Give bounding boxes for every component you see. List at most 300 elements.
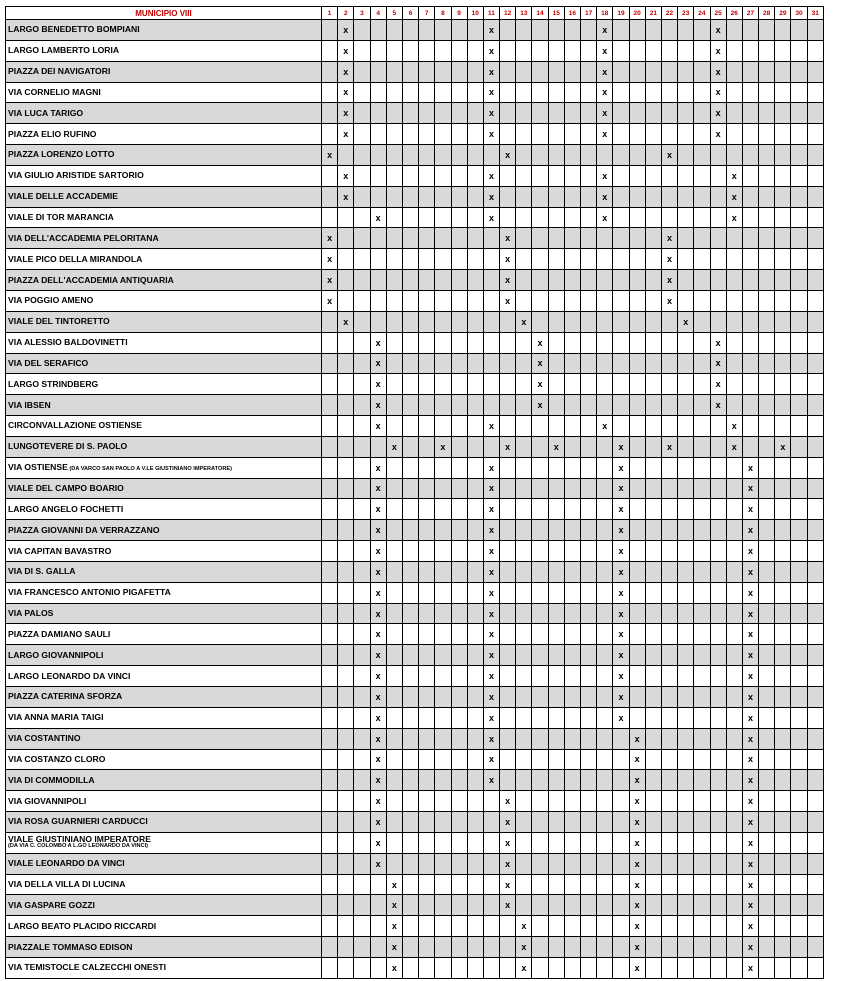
day-cell bbox=[742, 332, 758, 353]
day-cell bbox=[419, 937, 435, 958]
day-cell bbox=[322, 520, 338, 541]
day-cell bbox=[661, 707, 677, 728]
day-cell bbox=[435, 895, 451, 916]
day-cell bbox=[516, 374, 532, 395]
day-cell bbox=[322, 353, 338, 374]
day-cell: x bbox=[322, 145, 338, 166]
day-header: 1 bbox=[322, 7, 338, 20]
day-cell bbox=[742, 103, 758, 124]
day-cell bbox=[710, 499, 726, 520]
street-name-label: VIA POGGIO AMENO bbox=[8, 295, 94, 306]
day-cell: x bbox=[613, 687, 629, 708]
day-cell bbox=[402, 186, 418, 207]
day-cell bbox=[710, 290, 726, 311]
street-name bbox=[6, 228, 322, 249]
day-cell: x bbox=[532, 332, 548, 353]
day-cell bbox=[791, 937, 807, 958]
day-cell bbox=[419, 61, 435, 82]
day-cell bbox=[322, 957, 338, 978]
day-cell: x bbox=[338, 186, 354, 207]
day-cell bbox=[532, 103, 548, 124]
day-cell bbox=[597, 916, 613, 937]
day-cell bbox=[500, 20, 516, 41]
day-cell: x bbox=[370, 687, 386, 708]
street-name-label: LARGO BENEDETTO BOMPIANI bbox=[8, 24, 140, 35]
day-cell: x bbox=[483, 478, 499, 499]
day-cell: x bbox=[370, 416, 386, 437]
street-row bbox=[6, 207, 824, 228]
day-cell bbox=[564, 207, 580, 228]
day-cell bbox=[338, 916, 354, 937]
day-cell bbox=[775, 832, 791, 853]
street-name-label: LARGO LEONARDO DA VINCI bbox=[8, 670, 131, 681]
day-cell bbox=[775, 916, 791, 937]
day-cell bbox=[435, 520, 451, 541]
day-cell bbox=[548, 103, 564, 124]
day-cell: x bbox=[629, 770, 645, 791]
day-cell bbox=[791, 436, 807, 457]
day-cell bbox=[613, 207, 629, 228]
day-cell bbox=[354, 853, 370, 874]
street-name-label: VIA COSTANZO CLORO bbox=[8, 753, 106, 764]
day-cell bbox=[661, 61, 677, 82]
day-cell bbox=[451, 957, 467, 978]
day-cell bbox=[532, 228, 548, 249]
day-cell bbox=[370, 124, 386, 145]
day-cell bbox=[742, 270, 758, 291]
day-header: 15 bbox=[548, 7, 564, 20]
day-cell bbox=[338, 561, 354, 582]
day-cell bbox=[516, 874, 532, 895]
day-cell bbox=[386, 853, 402, 874]
day-cell bbox=[467, 311, 483, 332]
day-cell bbox=[629, 82, 645, 103]
day-cell bbox=[613, 895, 629, 916]
day-cell bbox=[791, 561, 807, 582]
day-cell bbox=[532, 520, 548, 541]
day-cell bbox=[354, 165, 370, 186]
day-cell bbox=[791, 728, 807, 749]
day-cell: x bbox=[613, 541, 629, 562]
day-cell bbox=[322, 812, 338, 833]
day-cell bbox=[726, 20, 742, 41]
day-cell bbox=[629, 666, 645, 687]
day-cell bbox=[661, 40, 677, 61]
day-cell bbox=[791, 145, 807, 166]
street-name bbox=[6, 395, 322, 416]
day-cell bbox=[548, 895, 564, 916]
day-cell bbox=[807, 103, 823, 124]
day-cell bbox=[775, 61, 791, 82]
day-cell: x bbox=[597, 82, 613, 103]
day-cell bbox=[775, 290, 791, 311]
day-cell bbox=[581, 895, 597, 916]
day-cell bbox=[742, 40, 758, 61]
day-cell bbox=[532, 61, 548, 82]
street-name bbox=[6, 624, 322, 645]
street-name bbox=[6, 728, 322, 749]
day-cell: x bbox=[710, 40, 726, 61]
day-cell bbox=[678, 541, 694, 562]
day-cell bbox=[678, 624, 694, 645]
day-cell bbox=[483, 812, 499, 833]
day-cell bbox=[548, 374, 564, 395]
day-cell bbox=[791, 374, 807, 395]
day-cell bbox=[483, 957, 499, 978]
day-cell bbox=[435, 145, 451, 166]
day-cell bbox=[483, 853, 499, 874]
day-cell bbox=[500, 186, 516, 207]
street-name-label: VIA FRANCESCO ANTONIO PIGAFETTA bbox=[8, 587, 171, 598]
day-cell bbox=[338, 666, 354, 687]
street-name bbox=[6, 645, 322, 666]
day-cell: x bbox=[710, 353, 726, 374]
day-cell bbox=[467, 124, 483, 145]
day-cell bbox=[419, 332, 435, 353]
day-cell bbox=[742, 186, 758, 207]
day-cell bbox=[435, 374, 451, 395]
day-cell bbox=[678, 436, 694, 457]
day-cell bbox=[807, 895, 823, 916]
day-cell: x bbox=[483, 165, 499, 186]
day-cell bbox=[661, 478, 677, 499]
day-cell bbox=[532, 832, 548, 853]
day-cell bbox=[370, 103, 386, 124]
day-cell: x bbox=[742, 541, 758, 562]
day-cell bbox=[354, 249, 370, 270]
day-cell bbox=[759, 353, 775, 374]
day-cell bbox=[370, 937, 386, 958]
day-cell bbox=[354, 311, 370, 332]
day-cell bbox=[775, 874, 791, 895]
street-row bbox=[6, 874, 824, 895]
day-cell bbox=[742, 61, 758, 82]
day-cell bbox=[483, 145, 499, 166]
day-cell bbox=[726, 770, 742, 791]
day-cell bbox=[483, 916, 499, 937]
day-cell bbox=[500, 395, 516, 416]
day-cell bbox=[759, 728, 775, 749]
day-cell bbox=[694, 895, 710, 916]
day-cell bbox=[661, 520, 677, 541]
day-cell bbox=[435, 165, 451, 186]
day-cell: x bbox=[742, 499, 758, 520]
day-cell: x bbox=[742, 457, 758, 478]
day-cell bbox=[532, 624, 548, 645]
day-cell bbox=[678, 582, 694, 603]
day-cell bbox=[759, 457, 775, 478]
day-cell bbox=[451, 374, 467, 395]
day-cell: x bbox=[661, 270, 677, 291]
day-header: 8 bbox=[435, 7, 451, 20]
day-cell bbox=[678, 332, 694, 353]
day-cell: x bbox=[370, 728, 386, 749]
day-cell bbox=[597, 374, 613, 395]
day-cell bbox=[645, 687, 661, 708]
day-cell bbox=[386, 165, 402, 186]
day-cell: x bbox=[532, 395, 548, 416]
day-cell bbox=[402, 249, 418, 270]
day-cell bbox=[759, 687, 775, 708]
day-cell bbox=[678, 770, 694, 791]
day-cell bbox=[419, 207, 435, 228]
day-cell bbox=[500, 311, 516, 332]
day-cell bbox=[645, 270, 661, 291]
day-cell bbox=[548, 186, 564, 207]
day-cell bbox=[613, 374, 629, 395]
day-cell: x bbox=[726, 165, 742, 186]
day-cell bbox=[807, 478, 823, 499]
day-cell bbox=[791, 478, 807, 499]
day-header: 29 bbox=[775, 7, 791, 20]
day-cell bbox=[402, 770, 418, 791]
day-cell bbox=[370, 957, 386, 978]
day-cell bbox=[451, 645, 467, 666]
day-cell bbox=[419, 145, 435, 166]
day-header: 22 bbox=[661, 7, 677, 20]
day-cell bbox=[694, 124, 710, 145]
street-name bbox=[6, 290, 322, 311]
day-cell bbox=[467, 812, 483, 833]
day-cell bbox=[661, 832, 677, 853]
day-cell bbox=[807, 332, 823, 353]
day-cell bbox=[467, 937, 483, 958]
day-cell bbox=[710, 561, 726, 582]
street-name-label: PIAZZA DAMIANO SAULI bbox=[8, 628, 111, 639]
day-cell bbox=[678, 561, 694, 582]
day-cell bbox=[726, 874, 742, 895]
day-cell bbox=[516, 82, 532, 103]
day-cell bbox=[370, 249, 386, 270]
street-name bbox=[6, 103, 322, 124]
day-cell bbox=[419, 103, 435, 124]
day-cell bbox=[500, 353, 516, 374]
day-cell bbox=[500, 416, 516, 437]
day-cell bbox=[435, 416, 451, 437]
day-cell bbox=[402, 207, 418, 228]
day-cell: x bbox=[613, 561, 629, 582]
day-cell bbox=[629, 332, 645, 353]
day-cell: x bbox=[629, 853, 645, 874]
day-cell bbox=[500, 332, 516, 353]
day-cell bbox=[516, 228, 532, 249]
day-cell bbox=[354, 457, 370, 478]
day-cell bbox=[791, 520, 807, 541]
day-cell: x bbox=[370, 707, 386, 728]
day-cell bbox=[354, 103, 370, 124]
day-cell bbox=[581, 853, 597, 874]
day-cell bbox=[613, 957, 629, 978]
day-cell bbox=[322, 749, 338, 770]
day-cell bbox=[532, 290, 548, 311]
day-cell bbox=[694, 270, 710, 291]
day-cell bbox=[451, 666, 467, 687]
day-cell bbox=[791, 186, 807, 207]
day-cell bbox=[807, 687, 823, 708]
day-cell: x bbox=[597, 207, 613, 228]
day-cell bbox=[500, 582, 516, 603]
day-cell: x bbox=[370, 666, 386, 687]
day-cell bbox=[613, 416, 629, 437]
day-cell bbox=[435, 20, 451, 41]
street-row bbox=[6, 728, 824, 749]
day-cell bbox=[354, 582, 370, 603]
day-cell bbox=[710, 666, 726, 687]
day-cell bbox=[581, 707, 597, 728]
day-cell bbox=[516, 457, 532, 478]
day-cell bbox=[791, 395, 807, 416]
day-cell bbox=[710, 541, 726, 562]
day-cell bbox=[694, 582, 710, 603]
day-cell bbox=[451, 353, 467, 374]
street-list bbox=[6, 20, 824, 979]
day-cell: x bbox=[386, 874, 402, 895]
day-cell bbox=[726, 541, 742, 562]
day-cell bbox=[678, 791, 694, 812]
street-name bbox=[6, 416, 322, 437]
day-cell bbox=[500, 749, 516, 770]
street-name-label: PIAZZA ELIO RUFINO bbox=[8, 128, 97, 139]
day-cell bbox=[694, 624, 710, 645]
day-cell bbox=[467, 270, 483, 291]
day-cell bbox=[694, 353, 710, 374]
day-cell bbox=[532, 645, 548, 666]
day-cell bbox=[386, 228, 402, 249]
day-cell bbox=[338, 957, 354, 978]
day-cell bbox=[564, 687, 580, 708]
day-cell: x bbox=[338, 20, 354, 41]
day-cell: x bbox=[370, 353, 386, 374]
day-cell bbox=[402, 124, 418, 145]
day-cell bbox=[775, 707, 791, 728]
day-cell bbox=[629, 249, 645, 270]
street-row bbox=[6, 707, 824, 728]
street-row bbox=[6, 186, 824, 207]
day-cell bbox=[435, 603, 451, 624]
day-cell bbox=[451, 832, 467, 853]
day-cell bbox=[564, 40, 580, 61]
day-cell bbox=[354, 416, 370, 437]
day-cell bbox=[710, 895, 726, 916]
day-cell bbox=[775, 791, 791, 812]
municipio-title: MUNICIPIO VIII bbox=[6, 7, 322, 20]
day-cell bbox=[467, 61, 483, 82]
day-cell bbox=[532, 582, 548, 603]
day-header: 25 bbox=[710, 7, 726, 20]
day-cell bbox=[548, 666, 564, 687]
day-cell bbox=[710, 249, 726, 270]
day-cell bbox=[807, 666, 823, 687]
day-cell bbox=[338, 812, 354, 833]
day-cell bbox=[564, 541, 580, 562]
day-cell bbox=[791, 249, 807, 270]
day-cell bbox=[581, 603, 597, 624]
day-cell bbox=[354, 749, 370, 770]
day-cell bbox=[322, 645, 338, 666]
day-cell bbox=[370, 895, 386, 916]
day-cell bbox=[661, 916, 677, 937]
day-cell bbox=[807, 853, 823, 874]
day-cell bbox=[694, 770, 710, 791]
day-cell bbox=[322, 603, 338, 624]
street-row bbox=[6, 374, 824, 395]
day-cell: x bbox=[500, 832, 516, 853]
day-cell bbox=[402, 20, 418, 41]
day-cell bbox=[726, 666, 742, 687]
day-cell: x bbox=[710, 332, 726, 353]
day-cell: x bbox=[516, 311, 532, 332]
day-cell: x bbox=[500, 791, 516, 812]
day-cell bbox=[402, 645, 418, 666]
day-cell bbox=[613, 770, 629, 791]
day-cell bbox=[759, 937, 775, 958]
day-cell bbox=[726, 499, 742, 520]
day-cell bbox=[386, 561, 402, 582]
day-cell: x bbox=[742, 832, 758, 853]
day-cell bbox=[581, 645, 597, 666]
day-cell bbox=[322, 541, 338, 562]
day-cell bbox=[467, 395, 483, 416]
day-cell bbox=[419, 395, 435, 416]
day-cell bbox=[645, 249, 661, 270]
day-cell bbox=[807, 561, 823, 582]
day-cell bbox=[516, 728, 532, 749]
day-cell bbox=[807, 416, 823, 437]
street-name bbox=[6, 20, 322, 41]
day-cell: x bbox=[629, 916, 645, 937]
day-cell bbox=[661, 541, 677, 562]
day-cell: x bbox=[661, 249, 677, 270]
street-name bbox=[6, 832, 322, 853]
day-cell bbox=[710, 145, 726, 166]
street-name bbox=[6, 478, 322, 499]
day-cell bbox=[564, 374, 580, 395]
day-cell bbox=[322, 207, 338, 228]
day-cell bbox=[354, 124, 370, 145]
day-cell: x bbox=[483, 624, 499, 645]
day-cell bbox=[451, 770, 467, 791]
day-cell bbox=[532, 165, 548, 186]
day-cell bbox=[597, 624, 613, 645]
day-cell bbox=[402, 374, 418, 395]
day-header: 28 bbox=[759, 7, 775, 20]
day-cell bbox=[516, 707, 532, 728]
day-cell bbox=[322, 707, 338, 728]
day-header: 21 bbox=[645, 7, 661, 20]
day-cell bbox=[500, 478, 516, 499]
day-cell bbox=[645, 145, 661, 166]
day-cell bbox=[629, 436, 645, 457]
day-cell bbox=[370, 186, 386, 207]
day-cell bbox=[678, 603, 694, 624]
day-cell bbox=[467, 290, 483, 311]
day-cell bbox=[775, 603, 791, 624]
day-cell bbox=[419, 290, 435, 311]
day-cell bbox=[710, 770, 726, 791]
day-cell bbox=[402, 624, 418, 645]
day-cell bbox=[516, 687, 532, 708]
day-cell bbox=[791, 228, 807, 249]
day-cell bbox=[564, 20, 580, 41]
day-cell bbox=[338, 270, 354, 291]
day-cell bbox=[775, 124, 791, 145]
day-cell: x bbox=[370, 770, 386, 791]
day-cell bbox=[386, 666, 402, 687]
day-cell bbox=[564, 853, 580, 874]
day-cell bbox=[402, 416, 418, 437]
day-cell bbox=[370, 165, 386, 186]
day-cell bbox=[516, 645, 532, 666]
